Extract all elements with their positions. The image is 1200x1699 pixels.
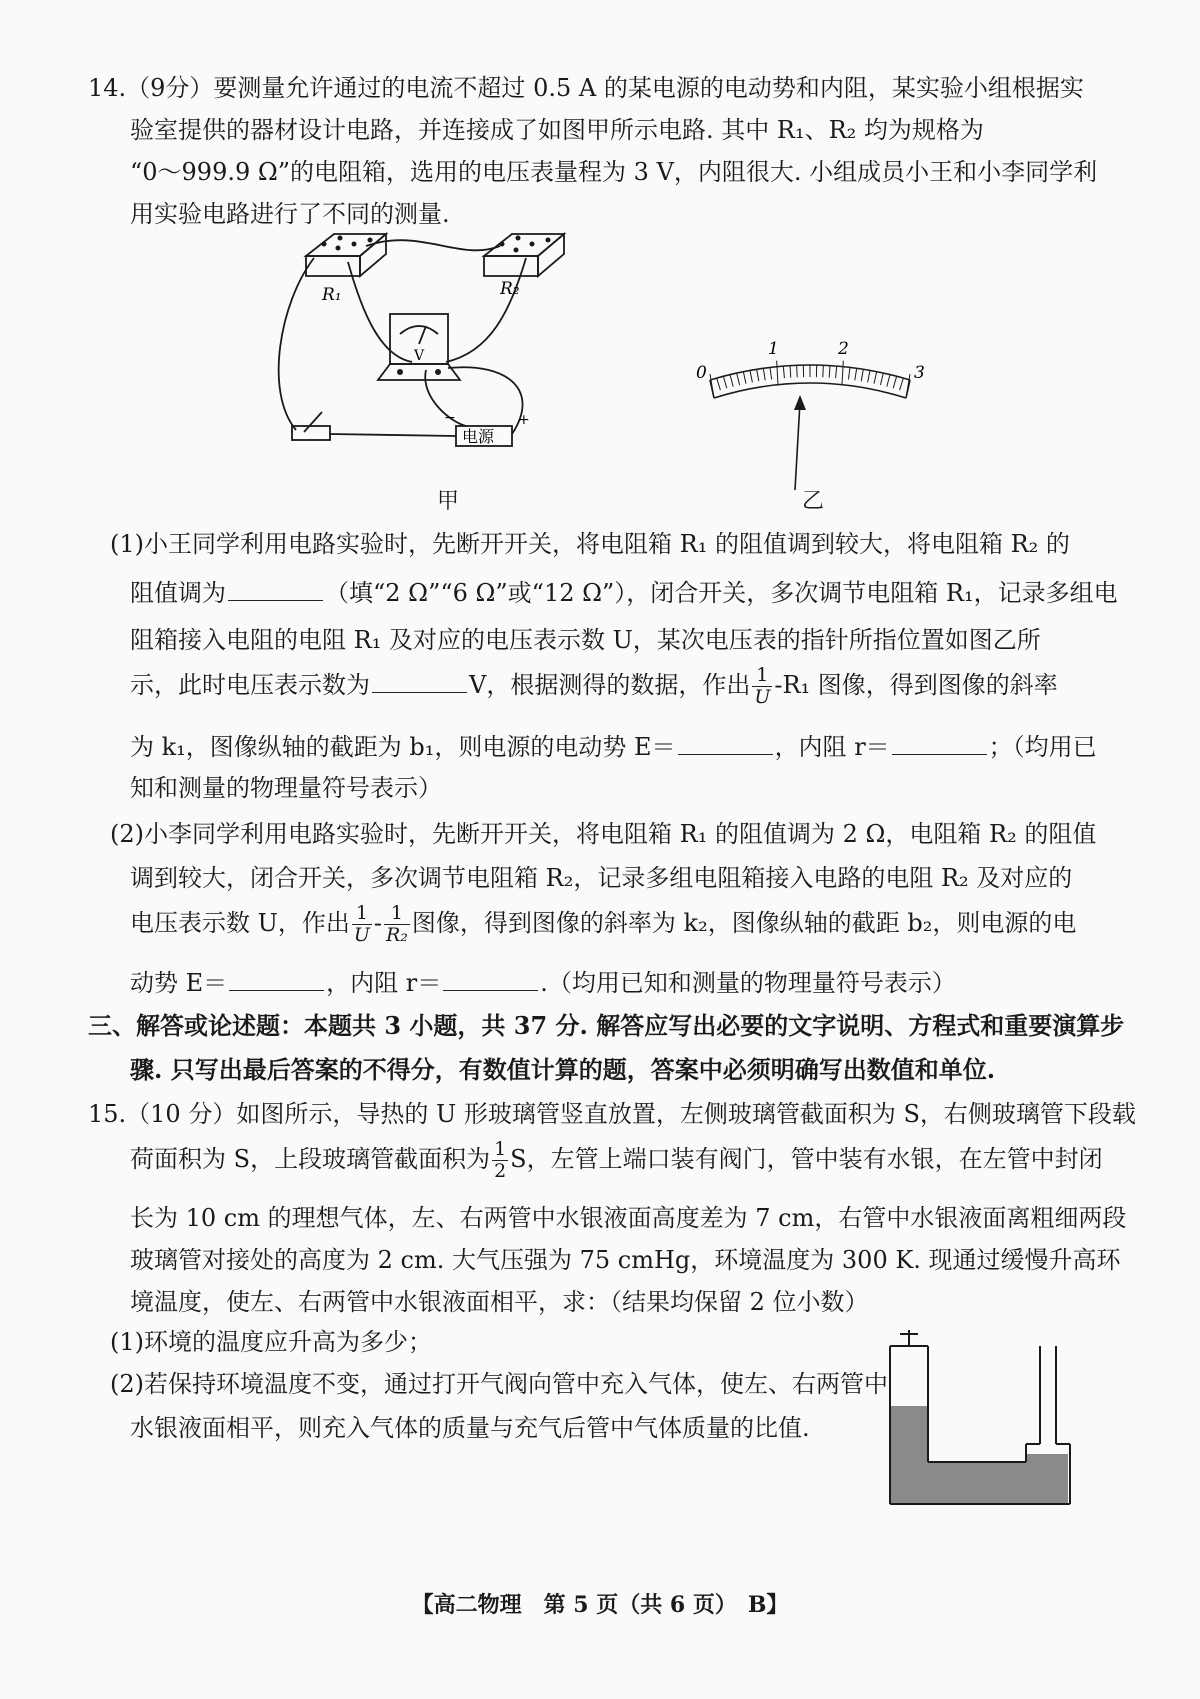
q14-stem-line3: “0～999.9 Ω”的电阻箱，选用的电压表量程为 3 V，内阻很大. 小组成员小王和小李同学利 <box>130 158 1098 186</box>
scale-tick <box>723 376 726 388</box>
tick-2: 2 <box>838 340 849 359</box>
scale-tick <box>730 375 733 387</box>
page-footer: 【高二物理 第 5 页（共 6 页） B】 <box>411 1592 789 1618</box>
scale-tick <box>777 361 778 385</box>
scale-tick <box>797 365 798 377</box>
q14-p1-line4 <box>130 666 1058 707</box>
q15-line4: 玻璃管对接处的高度为 2 cm. 大气压强为 75 cmHg，环境温度为 300 K. 现通过缓慢升高环 <box>130 1246 1121 1274</box>
frac-den: U <box>353 924 370 946</box>
scale-tick <box>743 372 746 384</box>
fraction-one-over-r2 <box>384 904 410 945</box>
q14-p1-line4-c: -R₁ 图像，得到图像的斜率 <box>774 671 1058 699</box>
scale-tick <box>757 369 759 381</box>
q14-p1-line2 <box>130 580 1118 605</box>
scale-tick <box>750 370 752 382</box>
answer-blank-e1[interactable] <box>678 734 773 755</box>
q15-line3: 长为 10 cm 的理想气体，左、右两管中水银液面高度差为 7 cm，右管中水银液面离粗细两段 <box>130 1204 1127 1232</box>
q14-stem-line1: 14.（9分）要测量允许通过的电流不超过 0.5 A 的某电源的电动势和内阻，某实验小组根据实 <box>88 74 1084 102</box>
q15-line1: 15.（10 分）如图所示，导热的 U 形玻璃管竖直放置，左侧玻璃管截面积为 S，右侧玻璃管下段载 <box>88 1100 1136 1128</box>
scale-tick <box>848 367 850 379</box>
section3-line2: 骤. 只写出最后答案的不得分，有数值计算的题，答案中必须明确写出数值和单位. <box>130 1055 996 1084</box>
scale-tick <box>763 368 765 380</box>
q14-p1-line4-a: 示，此时电压表示数为 <box>130 671 370 699</box>
q14-p1-line3: 阻箱接入电阻的电阻 R₁ 及对应的电压表示数 U，某次电压表的指针所指位置如图乙所 <box>130 626 1041 654</box>
q14-p1-line5-b: ，内阻 r＝ <box>774 733 890 761</box>
q15-line5: 境温度，使左、右两管中水银液面相平，求：（结果均保留 2 位小数） <box>130 1288 869 1316</box>
answer-blank-r2-internal[interactable] <box>443 970 538 991</box>
q14-stem-line2: 验室提供的器材设计电路，并连接成了如图甲所示电路. 其中 R₁、R₂ 均为规格为 <box>130 116 984 144</box>
scale-tick <box>868 370 870 382</box>
q15-sub2-line2: 水银液面相平，则充入气体的质量与充气后管中气体质量的比值. <box>130 1414 810 1442</box>
pointer-arrow <box>795 402 800 490</box>
q14-p2-line1: (2)小李同学利用电路实验时，先断开开关，将电阻箱 R₁ 的阻值调为 2 Ω，电阻箱 R₂ 的阻值 <box>110 820 1097 848</box>
label-v: V <box>414 348 425 364</box>
q14-p2-line4-b: ，内阻 r＝ <box>326 969 442 997</box>
label-r2: R₂ <box>500 279 520 299</box>
q14-stem-line4: 用实验电路进行了不同的测量. <box>130 200 450 228</box>
scale-tick <box>836 366 837 378</box>
tick-1: 1 <box>768 340 779 359</box>
q14-p2-line4-a: 动势 E＝ <box>130 969 228 997</box>
fraction-one-over-u-2 <box>352 904 372 945</box>
scale-tick <box>770 367 772 379</box>
label-minus: − <box>444 410 456 426</box>
scale-tick <box>737 373 740 385</box>
q14-p1-line6: 知和测量的物理量符号表示） <box>130 774 442 802</box>
scale-tick <box>829 366 830 378</box>
q14-p1-line1: (1)小王同学利用电路实验时，先断开开关，将电阻箱 R₁ 的阻值调到较大，将电阻箱 R₂ 的 <box>110 530 1070 558</box>
scale-tick <box>717 378 721 390</box>
mercury <box>890 1406 1068 1504</box>
q14-p1-line2-b: （填“2 Ω”“6 Ω”或“12 Ω”），闭合开关，多次调节电阻箱 R₁，记录多组电 <box>325 579 1118 607</box>
frac-den: R₂ <box>385 924 408 946</box>
switch <box>292 426 330 440</box>
q15-line2 <box>130 1140 1103 1181</box>
q14-p2-line4-c: .（均用已知和测量的物理量符号表示） <box>540 969 956 997</box>
q14-p1-line4-b: V，根据测得的数据，作出 <box>469 671 751 699</box>
q15-line2-a: 荷面积为 S，上段玻璃管截面积为 <box>130 1145 491 1173</box>
scale-tick <box>842 361 843 385</box>
answer-blank-r1[interactable] <box>892 734 987 755</box>
scale-tick <box>823 365 824 377</box>
answer-blank-r2[interactable] <box>228 580 323 601</box>
section3-line1: 三、解答或论述题：本题共 3 小题，共 37 分. 解答应写出必要的文字说明、方程式和重要演算步 <box>88 1011 1125 1040</box>
q14-p2-line2: 调到较大，闭合开关，多次调节电阻箱 R₂，记录多组电阻箱接入电路的电阻 R₂ 及对应的 <box>130 864 1073 892</box>
label-plus: + <box>518 412 530 428</box>
voltmeter-scale-figure <box>690 340 940 500</box>
q14-p2-line3-a: 电压表示数 U，作出 <box>130 909 350 937</box>
frac-den: U <box>754 686 771 708</box>
scale-tick <box>855 368 857 380</box>
u-tube-figure <box>880 1326 1080 1516</box>
q14-p1-line5-c: ；（均用已 <box>988 733 1097 761</box>
q14-p1-line2-a: 阻值调为 <box>130 579 226 607</box>
q14-p1-line5-a: 为 k₁，图像纵轴的截距为 b₁，则电源的电动势 E＝ <box>130 733 676 761</box>
q14-p2-line3: 电压表示数 U，作出 $\frac{1}{U}$ - $\frac{1}{\text{R₂}}$ 图像，得到图像的斜率为 k₂，图像纵轴的截距 b₂，则电源的电 <box>130 902 1077 946</box>
scale-tick <box>900 378 904 390</box>
frac-num: 1 <box>352 904 372 925</box>
figure-yi-caption: 乙 <box>802 489 825 514</box>
answer-blank-voltage[interactable] <box>372 672 467 693</box>
scale-tick <box>887 375 890 387</box>
frac-num: 1 <box>384 904 410 925</box>
answer-blank-e2[interactable] <box>229 970 324 991</box>
figure-jia-caption: 甲 <box>437 489 460 514</box>
frac-num: 1 <box>752 666 772 687</box>
q15-line2-b: S，左管上端口装有阀门，管中装有水银，在左管中封闭 <box>510 1145 1103 1173</box>
frac-num: 1 <box>494 1138 507 1160</box>
tick-3: 3 <box>914 363 925 383</box>
scale-tick <box>893 376 896 388</box>
q14-p2-line4 <box>130 970 956 995</box>
scale-tick <box>790 366 791 378</box>
circuit-figure <box>270 222 630 472</box>
q14-p1-line5 <box>130 734 1097 759</box>
scale-tick <box>880 373 883 385</box>
q15-sub2-line1: (2)若保持环境温度不变，通过打开气阀向管中充入气体，使左、右两管中 <box>110 1370 888 1398</box>
tick-0: 0 <box>696 363 707 383</box>
q14-p2-line3-b: 图像，得到图像的斜率为 k₂，图像纵轴的截距 b₂，则电源的电 <box>411 909 1077 937</box>
fraction-one-half <box>492 1140 508 1181</box>
scale-tick <box>874 372 877 384</box>
q15-sub1: (1)环境的温度应升高为多少； <box>110 1328 432 1356</box>
label-source: 电源 <box>462 427 495 446</box>
scale-tick <box>861 369 863 381</box>
scale-tick <box>783 366 784 378</box>
fraction-one-over-u <box>752 666 772 707</box>
label-r1: R₁ <box>322 285 342 305</box>
frac-den: 2 <box>494 1160 507 1182</box>
